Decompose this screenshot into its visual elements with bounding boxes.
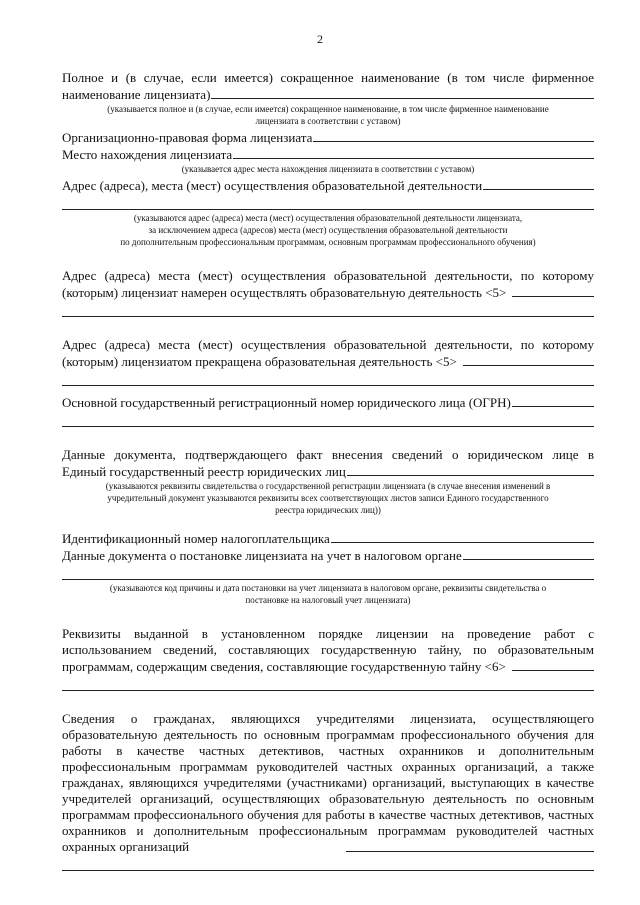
- location-note: (указывается адрес места нахождения лицензиата в соответствии с уставом): [181, 164, 475, 174]
- planned-address-label: Адрес (адреса) места (мест) осуществления образовательной деятельности, по которому: [62, 268, 594, 283]
- state-secret-license-label: Реквизиты выданной в установленном порядке лицензии на проведение работ с: [62, 626, 594, 641]
- founders-info-field-line2[interactable]: [62, 855, 594, 871]
- planned-address-field[interactable]: [512, 284, 594, 297]
- planned-address-label-cont: (которым) лицензиат намерен осуществлять образовательную деятельность <5>: [62, 285, 507, 300]
- edu-address-field[interactable]: [483, 177, 594, 190]
- state-secret-license-label-cont: использованием сведений, составляющих государственную тайну, по образовательным: [62, 642, 594, 657]
- legal-form-field[interactable]: [313, 129, 594, 142]
- edu-address-field-line2[interactable]: [62, 194, 594, 210]
- inn-field[interactable]: [331, 530, 594, 543]
- licensee-name-label: Полное и (в случае, если имеется) сокращенное наименование (в том числе фирменное: [62, 70, 594, 85]
- state-secret-license-label-cont2: программам, содержащим сведения, составляющие государственную тайну <6>: [62, 659, 506, 674]
- inn-label: Идентификационный номер налогоплательщика: [62, 531, 330, 546]
- egrul-doc-note-cont: учредительный документ указываются реквизиты всех соответствующих листов записи Единого государственного: [107, 493, 549, 503]
- section-licensee-name: [62, 70, 594, 127]
- location-label: Место нахождения лицензиата: [62, 147, 233, 162]
- ogrn-label: Основной государственный регистрационный номер юридического лица (ОГРН): [62, 395, 511, 410]
- stopped-address-field[interactable]: [463, 353, 594, 366]
- egrul-doc-label: Данные документа, подтверждающего факт внесения сведений о юридическом лице в: [62, 447, 594, 462]
- state-secret-license-field-line2[interactable]: [62, 675, 594, 691]
- ogrn-field[interactable]: [512, 394, 594, 407]
- planned-address-field-line2[interactable]: [62, 301, 594, 317]
- edu-address-note-cont: за исключением адреса (адресов) места (мест) осуществления образовательной деятельности: [148, 225, 508, 235]
- stopped-address-label: Адрес (адреса) места (мест) осуществления образовательной деятельности, по которому: [62, 337, 594, 352]
- edu-address-note-cont2: по дополнительным профессиональным программам, основным программам профессионального обучения): [120, 237, 536, 247]
- tax-registration-field[interactable]: [463, 547, 594, 560]
- tax-registration-field-line2[interactable]: [62, 564, 594, 580]
- egrul-doc-field[interactable]: [347, 463, 594, 476]
- tax-registration-label: Данные документа о постановке лицензиата на учет в налоговом органе: [62, 548, 462, 563]
- form-body: [62, 70, 594, 871]
- stopped-address-label-cont: (которым) лицензиатом прекращена образовательная деятельность <5>: [62, 354, 457, 369]
- page-number: 2: [317, 32, 323, 46]
- edu-address-note: (указываются адрес (адреса) места (мест) осуществления образовательной деятельности лицензиата,: [133, 213, 523, 223]
- licensee-name-field[interactable]: [211, 86, 594, 99]
- edu-address-label: Адрес (адреса), места (мест) осуществления образовательной деятельности: [62, 178, 483, 193]
- egrul-doc-label-cont: Единый государственный реестр юридических лиц: [62, 464, 346, 479]
- legal-form-label: Организационно-правовая форма лицензиата: [62, 130, 313, 145]
- founders-info-field[interactable]: [346, 839, 594, 852]
- tax-registration-note-cont: постановке на налоговый учет лицензиата): [245, 595, 411, 605]
- location-field[interactable]: [233, 146, 594, 159]
- licensee-name-note-cont: лицензиата в соответствии с уставом): [255, 116, 401, 126]
- egrul-doc-note-cont2: реестра юридических лиц)): [275, 505, 381, 515]
- licensee-name-label-cont: наименование лицензиата): [62, 87, 211, 102]
- founders-info-label: Сведения о гражданах, являющихся учредителями лицензиата, осуществляющего образовательную деятельность по основным программам профессионального обучения для работы в качестве частных детективов, частных охранников и дополнительным профессиональным программам руководителей частных охранных организаций, а также гражданах, являющихся учредителями (участниками) организаций, выступающих в качестве учредителей организаций, осуществляющих образовательную деятельность по основным программам профессионального обучения для работы в качестве частных детективов, частных охранников и дополнительным профессиональным программам руководителей частных охранных организаций: [62, 711, 594, 854]
- ogrn-field-line2[interactable]: [62, 411, 594, 427]
- licensee-name-note: (указывается полное и (в случае, если имеется) сокращенное наименование, в том числе фирменное наименование: [107, 104, 549, 114]
- stopped-address-field-line2[interactable]: [62, 370, 594, 386]
- state-secret-license-field[interactable]: [512, 658, 594, 671]
- egrul-doc-note: (указываются реквизиты свидетельства о государственной регистрации лицензиата (в случае внесения изменений в: [105, 481, 551, 491]
- tax-registration-note: (указываются код причины и дата постановки на учет лицензиата в налоговом органе, реквизиты свидетельства о: [109, 583, 547, 593]
